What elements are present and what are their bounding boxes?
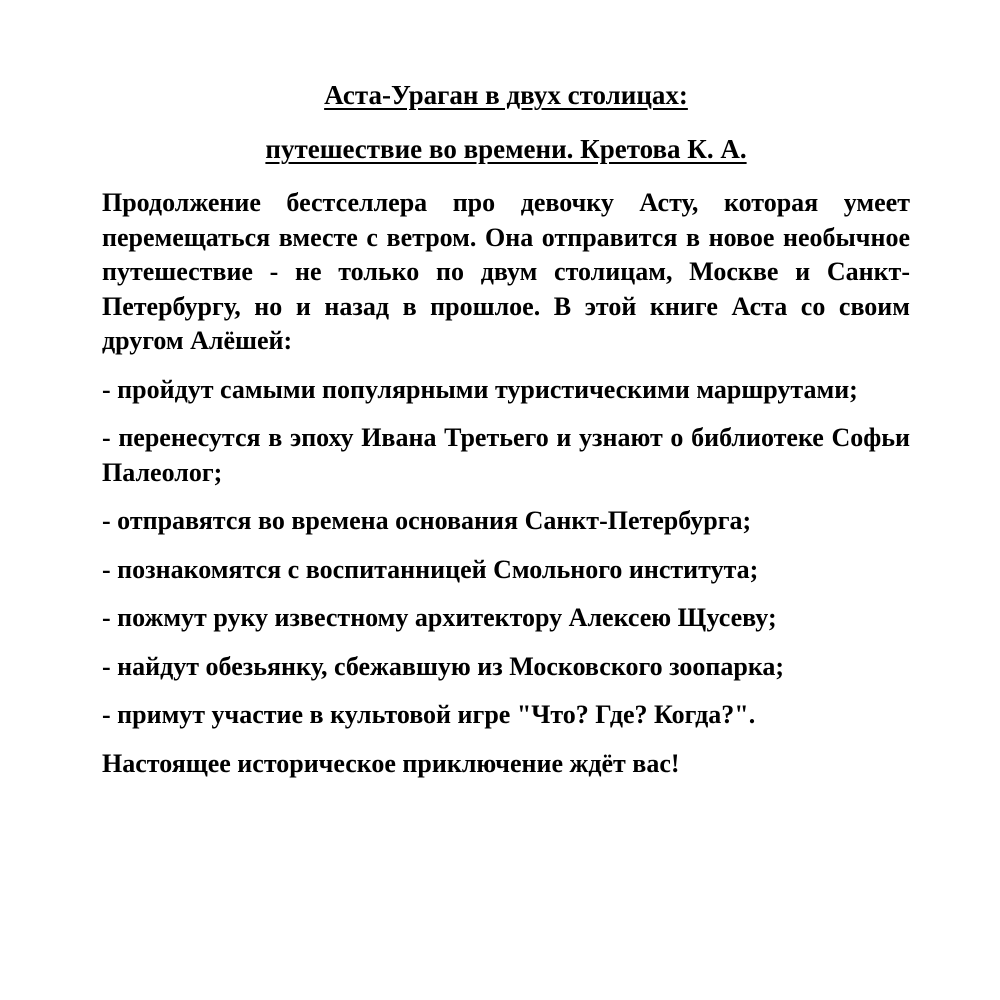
list-item: - примут участие в культовой игре "Что? Где? Когда?". [102,700,756,729]
list-item: - пройдут самыми популярными туристическими маршрутами; [102,374,858,404]
list-item: - найдут обезьянку, сбежавшую из Московского зоопарка; [102,651,785,681]
closing-paragraph: Настоящее историческое приключение ждёт вас! [102,748,680,778]
intro-paragraph: Продолжение бестселлера про девочку Асту, которая умеет перемещаться вместе с ветром. Она отправится в новое необычное путешествие - не только по двум столицам, Москве и Санкт-Петербургу, но и назад в прошлое. В этой книге Аста со своим другом Алёшей: [102,188,910,355]
title-line-2: путешествие во времени. Кретова К. А. [265,134,747,164]
list-item: - отправятся во времена основания Санкт-Петербурга; [102,506,752,535]
title-line-1: Аста-Ураган в двух столицах: [324,80,688,110]
list-item: - перенесутся в эпоху Ивана Третьего и узнают о библиотеке Софьи Палеолог; [102,423,910,487]
document-page [102,78,910,795]
list-item: - познакомятся с воспитанницей Смольного института; [102,554,759,584]
list-item: - пожмут руку известному архитектору Алексею Щусеву; [102,603,777,632]
